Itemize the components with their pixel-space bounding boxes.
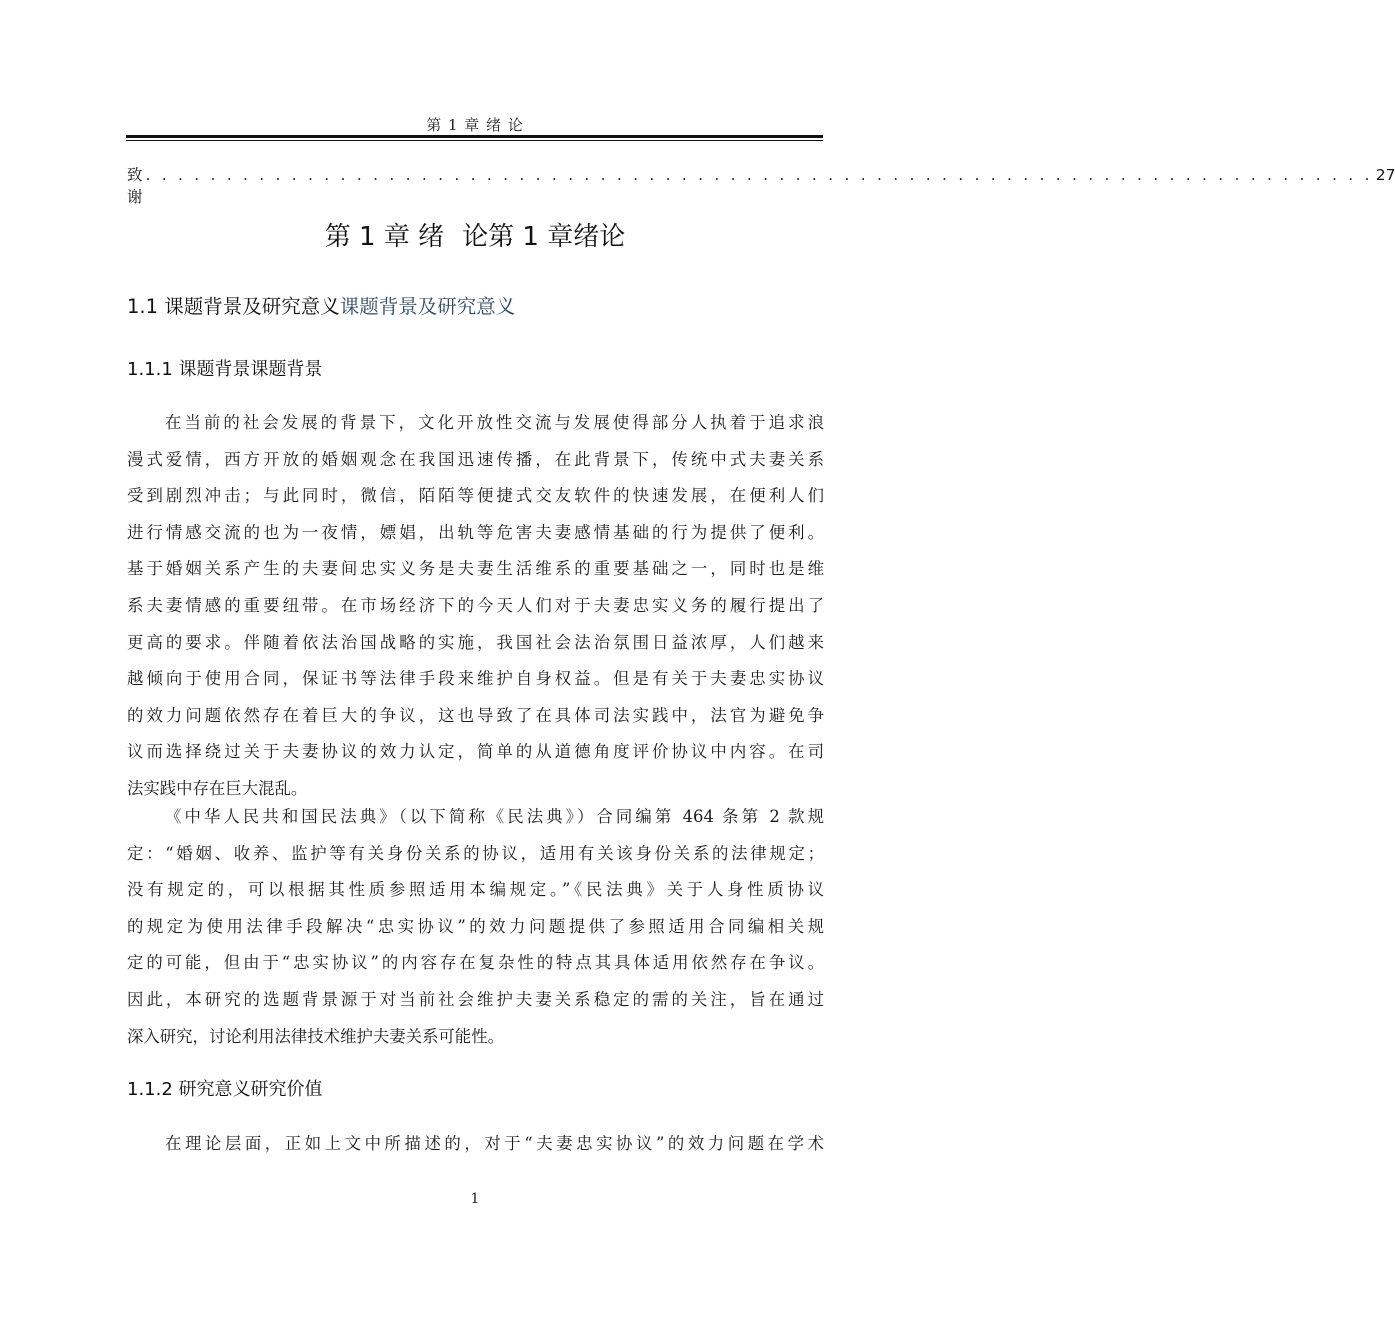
- paragraph-line: 进行情感交流的也为一夜情，嫖娼，出轨等危害夫妻感情基础的行为提供了便利。: [127, 522, 824, 542]
- section-title: [127, 292, 515, 322]
- running-header: 第 1 章 绪 论: [426, 116, 524, 134]
- chapter-title: [0, 217, 950, 257]
- toc-entry[interactable]: [127, 163, 1395, 206]
- paragraph-line: 基于婚姻关系产生的夫妻间忠实义务是夫妻生活维系的重要基础之一，同时也是维: [127, 559, 824, 579]
- paragraph-civil-code: [127, 799, 824, 1055]
- paragraph-line: 的效力问题依然存在着巨大的争议，这也导致了在具体司法实践中，法官为避免争: [127, 705, 824, 725]
- paragraph-theory: [127, 1126, 824, 1163]
- header-rule-thin: [126, 140, 823, 141]
- paragraph-line: 议而选择绕过关于夫妻协议的效力认定，简单的从道德角度评价协议中内容。在司: [127, 742, 824, 762]
- header-rule: [126, 135, 823, 138]
- paragraph-line: 因此，本研究的选题背景源于对当前社会维护夫妻关系稳定的需的关注，旨在通过: [127, 989, 824, 1009]
- paragraph-line: 《中华人民共和国民法典》（以下简称《民法典》）合同编第 464 条第 2 款规: [165, 807, 824, 826]
- paragraph-line: 定：“婚姻、收养、监护等有关身份关系的协议，适用有关该身份关系的法律规定；: [127, 843, 824, 863]
- paragraph-line: 法实践中存在巨大混乱。: [127, 778, 308, 798]
- subsection-title-background: 1.1.1 课题背景课题背景: [127, 359, 323, 380]
- subsection-title-significance: 1.1.2 研究意义研究价值: [127, 1079, 323, 1100]
- paragraph-line: 在当前的社会发展的背景下，文化开放性交流与发展使得部分人执着于追求浪: [165, 413, 824, 432]
- chapter-title-part2: 论第 1 章绪论: [462, 222, 626, 252]
- paragraph-line: 受到剧烈冲击；与此同时，微信，陌陌等便捷式交友软件的快速发展，在便利人们: [127, 486, 824, 506]
- paragraph-line: 没有规定的，可以根据其性质参照适用本编规定。”《民法典》关于人身性质协议: [127, 880, 824, 900]
- paragraph-background: [127, 405, 824, 808]
- paragraph-line: 的规定为使用法律手段解决“忠实协议”的效力问题提供了参照适用合同编相关规: [127, 916, 824, 936]
- paragraph-line: 在理论层面，正如上文中所描述的，对于“夫妻忠实协议”的效力问题在学术: [165, 1134, 824, 1153]
- toc-entry-page: 27: [1375, 166, 1395, 184]
- section-title-alt: 课题背景及研究意义: [339, 295, 516, 318]
- toc-leader-dots: . . . . . . . . . . . . . . . . . . . . . . . . . . . . . . . . . . . . . . . . . . . . . . . . . . . . . . . . . . . . . . . . . . . . . . . . . . . .: [145, 166, 1373, 184]
- toc-entry-label: 致谢: [127, 166, 143, 206]
- paragraph-line: 越倾向于使用合同，保证书等法律手段来维护自身权益。但是有关于夫妻忠实协议: [127, 669, 824, 689]
- paragraph-line: 漫式爱情，西方开放的婚姻观念在我国迅速传播，在此背景下，传统中式夫妻关系: [127, 449, 824, 469]
- section-title-main: 1.1 课题背景及研究意义: [127, 295, 340, 318]
- chapter-title-part1: 第 1 章 绪: [324, 222, 445, 252]
- paragraph-line: 定的可能，但由于“忠实协议”的内容存在复杂性的特点其具体适用依然存在争议。: [127, 953, 824, 973]
- page-number: 1: [470, 1191, 480, 1207]
- paragraph-line: 系夫妻情感的重要纽带。在市场经济下的今天人们对于夫妻忠实义务的履行提出了: [127, 595, 824, 615]
- paragraph-line: 更高的要求。伴随着依法治国战略的实施，我国社会法治氛围日益浓厚，人们越来: [127, 632, 824, 652]
- paragraph-line: 深入研究，讨论利用法律技术维护夫妻关系可能性。: [127, 1026, 504, 1046]
